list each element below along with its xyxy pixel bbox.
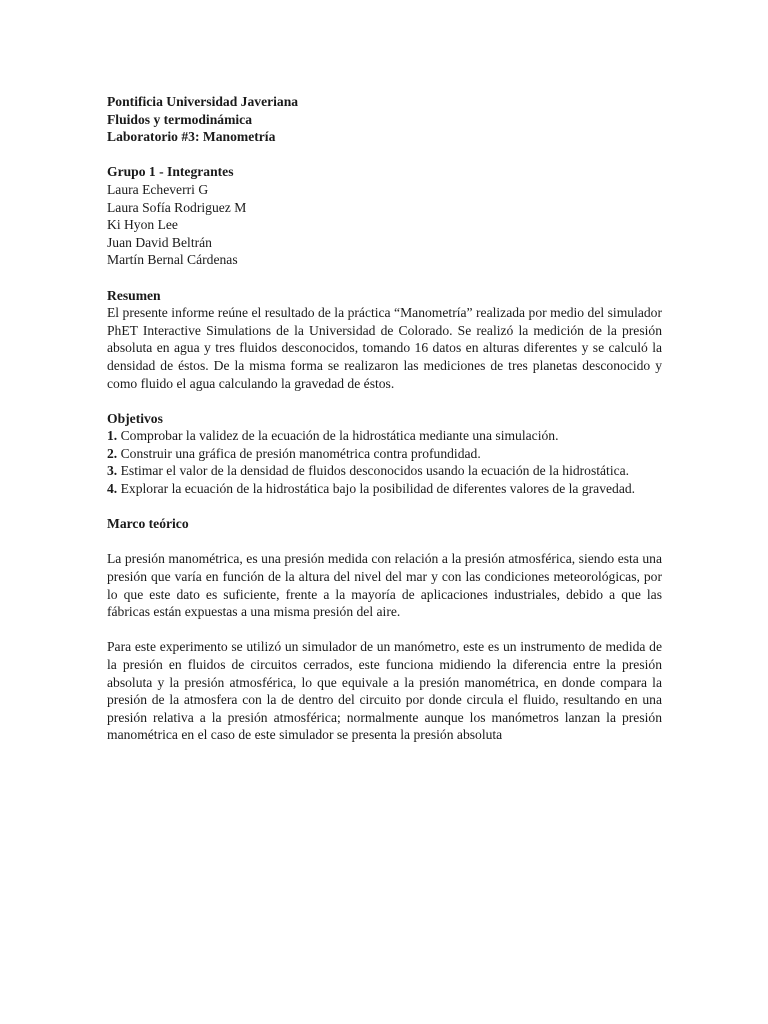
objetivo-item xyxy=(107,480,662,498)
university-name: Pontificia Universidad Javeriana xyxy=(107,94,299,109)
objetivo-number: 1. xyxy=(107,428,118,444)
group-section xyxy=(107,163,662,269)
marco-section xyxy=(107,515,662,744)
objetivo-text: Estimar el valor de la densidad de fluidos desconocidos usando la ecuación de la hidrostática. xyxy=(120,463,630,479)
objetivo-text: Explorar la ecuación de la hidrostática bajo la posibilidad de diferentes valores de la gravedad. xyxy=(120,481,636,497)
group-member: Laura Sofía Rodriguez M xyxy=(107,199,247,215)
group-member: Ki Hyon Lee xyxy=(107,217,178,233)
group-member: Laura Echeverri G xyxy=(107,181,209,197)
marco-paragraph-1: La presión manométrica, es una presión medida con relación a la presión atmosférica, siendo esta una presión que varía en función de la altura del nivel del mar y con las condiciones meteorológicas, por lo que este dato es suficiente, frente a la mayoría de aplicaciones industriales, debido a que las fábricas están expuestas a una misma presión del aire. xyxy=(107,551,662,620)
resumen-section xyxy=(107,287,662,393)
resumen-title: Resumen xyxy=(107,287,161,303)
document-page xyxy=(107,93,662,744)
objetivo-text: Construir una gráfica de presión manométrica contra profundidad. xyxy=(120,445,481,461)
objetivo-number: 2. xyxy=(107,445,118,461)
group-title: Grupo 1 - Integrantes xyxy=(107,164,234,180)
group-member: Martín Bernal Cárdenas xyxy=(107,252,238,268)
resumen-text: El presente informe reúne el resultado de la práctica “Manometría” realizada por medio del simulador PhET Interactive Simulations de la Universidad de Colorado. Se realizó la medición de la presión absoluta en agua y tres fluidos desconocidos, tomando 16 datos en alturas diferentes y se calculó la densidad de éstos. De la misma forma se realizaron las mediciones de tres planetas desconocido y como fluido el agua calculando la gravedad de éstos. xyxy=(107,305,662,391)
marco-title: Marco teórico xyxy=(107,516,189,532)
objetivos-section xyxy=(107,410,662,498)
objetivos-title: Objetivos xyxy=(107,410,163,426)
group-member: Juan David Beltrán xyxy=(107,234,212,250)
lab-title: Laboratorio #3: Manometría xyxy=(107,129,276,145)
objetivo-item xyxy=(107,462,662,480)
objetivo-number: 3. xyxy=(107,463,118,479)
course-name: Fluidos y termodinámica xyxy=(107,111,252,127)
objetivo-item xyxy=(107,445,662,463)
marco-paragraph-2: Para este experimento se utilizó un simulador de un manómetro, este es un instrumento de medida de la presión en fluidos de circuitos cerrados, este funciona midiendo la diferencia entre la presión absoluta y la presión atmosférica, lo que equivale a la presión manométrica, en donde compara la presión de la atmosfera con la de dentro del circuito por donde circula el fluido, resultando en una presión relativa a la presión atmosférica; normalmente aunque los manómetros lanzan la presión manométrica en el caso de este simulador se presenta la presión absoluta xyxy=(107,639,662,743)
objetivo-item xyxy=(107,427,662,445)
objetivo-number: 4. xyxy=(107,481,118,497)
objetivo-text: Comprobar la validez de la ecuación de la hidrostática mediante una simulación. xyxy=(120,428,559,444)
document-header xyxy=(107,93,662,146)
